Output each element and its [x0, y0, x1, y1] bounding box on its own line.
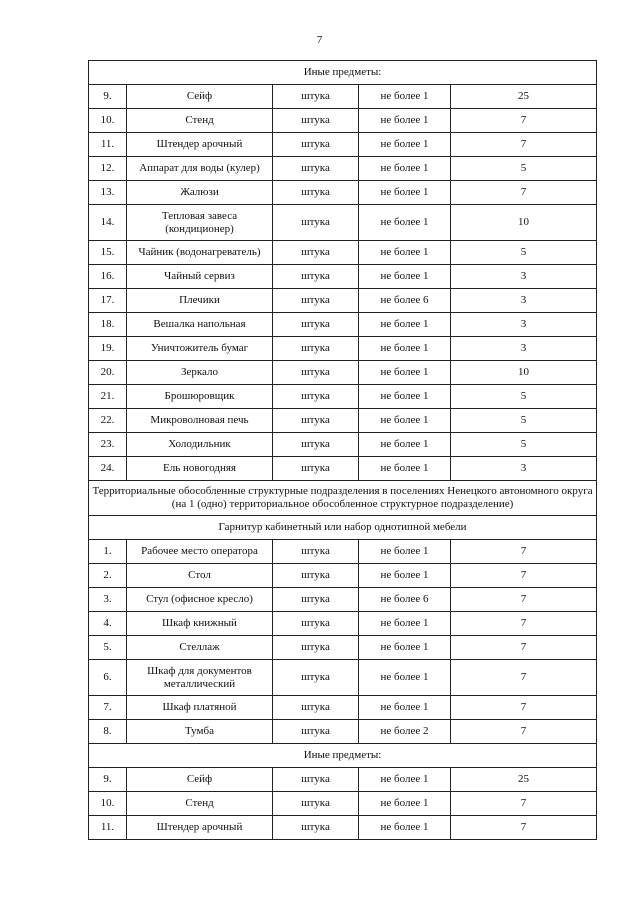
item-number: 14. — [89, 205, 127, 241]
item-term: 5 — [451, 433, 597, 457]
item-number: 9. — [89, 85, 127, 109]
item-term: 10 — [451, 205, 597, 241]
item-unit: штука — [273, 636, 359, 660]
item-unit: штука — [273, 696, 359, 720]
item-name: Шкаф книжный — [127, 612, 273, 636]
item-unit: штука — [273, 457, 359, 481]
table-body — [89, 61, 597, 840]
item-number: 8. — [89, 720, 127, 744]
item-unit: штука — [273, 337, 359, 361]
item-name: Стол — [127, 564, 273, 588]
section-header-row — [89, 61, 597, 85]
item-unit: штука — [273, 361, 359, 385]
item-number: 21. — [89, 385, 127, 409]
item-name: Ель новогодняя — [127, 457, 273, 481]
item-term: 7 — [451, 816, 597, 840]
item-term: 3 — [451, 457, 597, 481]
item-number: 17. — [89, 289, 127, 313]
item-number: 4. — [89, 612, 127, 636]
item-unit: штука — [273, 564, 359, 588]
item-quantity: не более 1 — [359, 457, 451, 481]
table-row — [89, 337, 597, 361]
item-name: Сейф — [127, 85, 273, 109]
section-header-row — [89, 516, 597, 540]
item-name: Рабочее место оператора — [127, 540, 273, 564]
table-row — [89, 433, 597, 457]
item-term: 3 — [451, 337, 597, 361]
item-quantity: не более 1 — [359, 540, 451, 564]
table-row — [89, 85, 597, 109]
item-quantity: не более 6 — [359, 588, 451, 612]
item-term: 3 — [451, 289, 597, 313]
table-row — [89, 612, 597, 636]
table-row — [89, 265, 597, 289]
item-name: Стенд — [127, 109, 273, 133]
table-row — [89, 457, 597, 481]
item-number: 22. — [89, 409, 127, 433]
item-number: 9. — [89, 768, 127, 792]
item-unit: штука — [273, 205, 359, 241]
table-row — [89, 696, 597, 720]
table-row — [89, 385, 597, 409]
item-number: 10. — [89, 792, 127, 816]
item-name: Тумба — [127, 720, 273, 744]
item-quantity: не более 1 — [359, 205, 451, 241]
item-name: Плечики — [127, 289, 273, 313]
item-number: 16. — [89, 265, 127, 289]
item-name: Стул (офисное кресло) — [127, 588, 273, 612]
item-unit: штука — [273, 157, 359, 181]
item-name: Шкаф для документов металлический — [127, 660, 273, 696]
item-term: 7 — [451, 792, 597, 816]
item-number: 12. — [89, 157, 127, 181]
item-quantity: не более 1 — [359, 337, 451, 361]
item-quantity: не более 1 — [359, 241, 451, 265]
item-name: Вешалка напольная — [127, 313, 273, 337]
table-row — [89, 588, 597, 612]
table-row — [89, 636, 597, 660]
item-term: 7 — [451, 636, 597, 660]
item-unit: штука — [273, 109, 359, 133]
item-number: 3. — [89, 588, 127, 612]
item-name: Шкаф платяной — [127, 696, 273, 720]
item-quantity: не более 1 — [359, 265, 451, 289]
item-name: Штендер арочный — [127, 816, 273, 840]
item-name: Сейф — [127, 768, 273, 792]
item-name: Брошюровщик — [127, 385, 273, 409]
item-unit: штука — [273, 433, 359, 457]
item-unit: штука — [273, 133, 359, 157]
table-row — [89, 313, 597, 337]
item-unit: штука — [273, 385, 359, 409]
item-term: 25 — [451, 85, 597, 109]
section-header-row — [89, 481, 597, 516]
item-unit: штука — [273, 313, 359, 337]
item-unit: штука — [273, 720, 359, 744]
item-number: 18. — [89, 313, 127, 337]
item-unit: штука — [273, 289, 359, 313]
item-unit: штука — [273, 660, 359, 696]
item-term: 25 — [451, 768, 597, 792]
item-name: Штендер арочный — [127, 133, 273, 157]
table-row — [89, 660, 597, 696]
item-quantity: не более 1 — [359, 433, 451, 457]
section-title: Иные предметы: — [89, 744, 597, 768]
item-name: Чайник (водонагреватель) — [127, 241, 273, 265]
item-term: 7 — [451, 588, 597, 612]
item-term: 7 — [451, 564, 597, 588]
item-name: Микроволновая печь — [127, 409, 273, 433]
item-number: 6. — [89, 660, 127, 696]
item-name: Холодильник — [127, 433, 273, 457]
item-quantity: не более 6 — [359, 289, 451, 313]
table-row — [89, 133, 597, 157]
item-quantity: не более 2 — [359, 720, 451, 744]
item-term: 3 — [451, 313, 597, 337]
table-row — [89, 792, 597, 816]
item-term: 5 — [451, 241, 597, 265]
item-unit: штука — [273, 241, 359, 265]
item-number: 23. — [89, 433, 127, 457]
item-number: 5. — [89, 636, 127, 660]
item-term: 3 — [451, 265, 597, 289]
item-name: Аппарат для воды (кулер) — [127, 157, 273, 181]
item-quantity: не более 1 — [359, 157, 451, 181]
section-title: Иные предметы: — [89, 61, 597, 85]
item-term: 7 — [451, 660, 597, 696]
item-term: 5 — [451, 157, 597, 181]
item-quantity: не более 1 — [359, 85, 451, 109]
table-row — [89, 540, 597, 564]
section-title: Гарнитур кабинетный или набор однотипной мебели — [89, 516, 597, 540]
item-unit: штука — [273, 588, 359, 612]
table-row — [89, 768, 597, 792]
item-number: 7. — [89, 696, 127, 720]
table-row — [89, 564, 597, 588]
table-row — [89, 289, 597, 313]
item-term: 5 — [451, 409, 597, 433]
item-unit: штука — [273, 265, 359, 289]
item-number: 24. — [89, 457, 127, 481]
item-term: 10 — [451, 361, 597, 385]
section-header-row — [89, 744, 597, 768]
item-quantity: не более 1 — [359, 564, 451, 588]
item-number: 10. — [89, 109, 127, 133]
item-unit: штука — [273, 612, 359, 636]
table-row — [89, 361, 597, 385]
item-unit: штука — [273, 792, 359, 816]
table-row — [89, 409, 597, 433]
item-name: Стеллаж — [127, 636, 273, 660]
item-quantity: не более 1 — [359, 660, 451, 696]
section-title: Территориальные обособленные структурные подразделения в поселениях Ненецкого автономного округа (на 1 (одно) территориальное обособленное структурное подразделение) — [89, 481, 597, 516]
item-name: Чайный сервиз — [127, 265, 273, 289]
item-name: Жалюзи — [127, 181, 273, 205]
item-term: 7 — [451, 696, 597, 720]
table-row — [89, 109, 597, 133]
item-term: 7 — [451, 109, 597, 133]
table-row — [89, 241, 597, 265]
item-term: 7 — [451, 720, 597, 744]
item-number: 2. — [89, 564, 127, 588]
table-row — [89, 157, 597, 181]
item-number: 1. — [89, 540, 127, 564]
item-quantity: не более 1 — [359, 792, 451, 816]
item-name: Тепловая завеса (кондиционер) — [127, 205, 273, 241]
item-quantity: не более 1 — [359, 612, 451, 636]
item-term: 7 — [451, 540, 597, 564]
item-unit: штука — [273, 540, 359, 564]
item-name: Уничтожитель бумаг — [127, 337, 273, 361]
item-name: Стенд — [127, 792, 273, 816]
item-number: 15. — [89, 241, 127, 265]
table-row — [89, 816, 597, 840]
item-number: 11. — [89, 133, 127, 157]
item-unit: штука — [273, 768, 359, 792]
item-quantity: не более 1 — [359, 636, 451, 660]
table-row — [89, 720, 597, 744]
item-quantity: не более 1 — [359, 109, 451, 133]
item-unit: штука — [273, 409, 359, 433]
item-term: 7 — [451, 612, 597, 636]
furniture-norms-table — [88, 60, 597, 840]
item-number: 11. — [89, 816, 127, 840]
item-term: 7 — [451, 133, 597, 157]
item-name: Зеркало — [127, 361, 273, 385]
item-quantity: не более 1 — [359, 409, 451, 433]
item-term: 7 — [451, 181, 597, 205]
item-quantity: не более 1 — [359, 385, 451, 409]
item-number: 19. — [89, 337, 127, 361]
item-number: 13. — [89, 181, 127, 205]
table-row — [89, 181, 597, 205]
page-number: 7 — [316, 34, 323, 46]
item-quantity: не более 1 — [359, 313, 451, 337]
item-quantity: не более 1 — [359, 361, 451, 385]
item-quantity: не более 1 — [359, 696, 451, 720]
item-unit: штука — [273, 181, 359, 205]
item-quantity: не более 1 — [359, 816, 451, 840]
item-quantity: не более 1 — [359, 181, 451, 205]
item-term: 5 — [451, 385, 597, 409]
item-quantity: не более 1 — [359, 768, 451, 792]
item-number: 20. — [89, 361, 127, 385]
item-quantity: не более 1 — [359, 133, 451, 157]
item-unit: штука — [273, 816, 359, 840]
item-unit: штука — [273, 85, 359, 109]
table-row — [89, 205, 597, 241]
